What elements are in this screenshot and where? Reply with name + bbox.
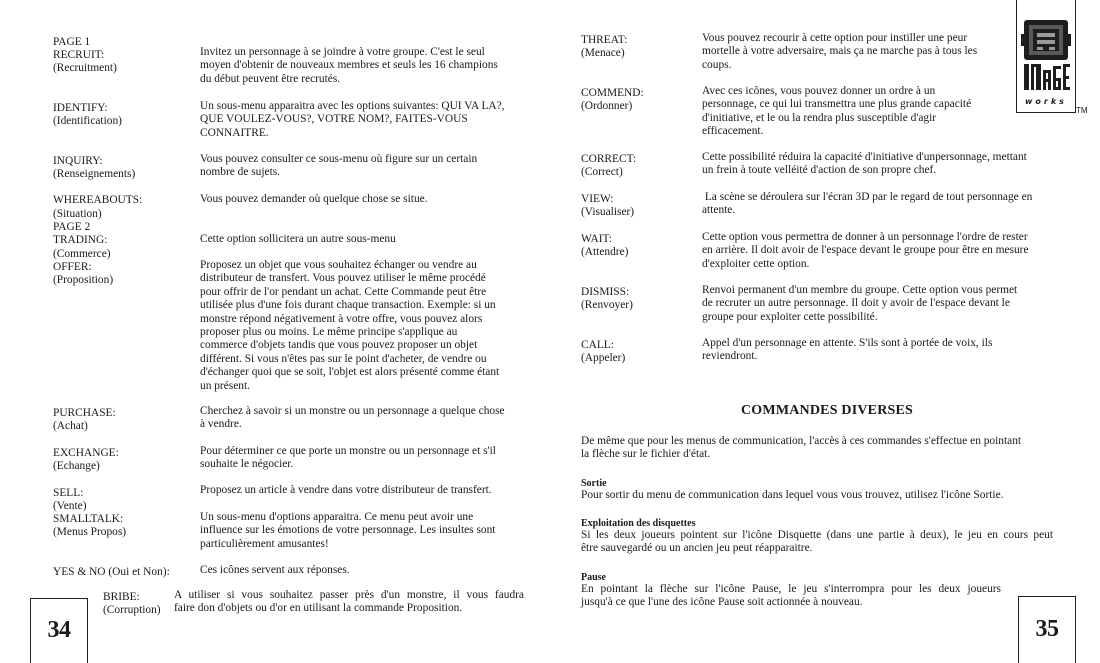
page-2-label: PAGE 2	[53, 221, 91, 233]
term-threat-fr: (Menace)	[581, 47, 625, 59]
desc-line: de recruter un autre personnage. Il doit y avoir de l'espace devant le	[702, 297, 1010, 310]
term-trading-fr: (Commerce)	[53, 248, 111, 260]
desc-line: Pour sortir du menu de communication dans lequel vous vous trouvez, utilisez l'icône Sortie.	[581, 489, 1004, 501]
page-number-left-text: 34	[47, 617, 71, 644]
desc-line: particulièrement amusantes!	[200, 537, 329, 550]
desc-line: jusqu'à ce que l'une des icône Pause soit actionnée à nouveau.	[581, 596, 863, 609]
term-recruit-fr: (Recruitment)	[53, 62, 117, 74]
desc-identify	[200, 100, 525, 140]
desc-line: Cherchez à savoir si un monstre ou un personnage a quelque chose	[200, 405, 505, 417]
desc-line: monstre répond négativement à votre offre, vous pouvez alors	[200, 312, 483, 325]
desc-line: QUE VOULEZ-VOUS?, VOTRE NOM?, FAITES-VOUS	[200, 113, 468, 126]
desc-dismiss	[702, 284, 1042, 324]
desc-line: attente.	[702, 204, 736, 217]
desc-line: Si les deux joueurs pointent sur l'icône Disquette (dans une partie à deux), le jeu en cours peut	[581, 529, 1053, 541]
desc-threat	[702, 32, 1002, 72]
desc-line: Appel d'un personnage en attente. S'ils sont à portée de voix, ils	[702, 337, 993, 349]
desc-line: efficacement.	[702, 125, 764, 138]
desc-offer	[200, 259, 525, 393]
term-wait-fr: (Attendre)	[581, 246, 629, 258]
desc-line: reviendront.	[702, 350, 758, 363]
trademark-mark: TM	[1076, 106, 1088, 115]
term-dismiss-fr: (Renvoyer)	[581, 299, 633, 311]
desc-line: à vendre.	[200, 418, 242, 431]
desc-line: commerce d'objets tandis que vous pouvez proposer un objet	[200, 339, 478, 352]
desc-line: Vous pouvez recourir à cette option pour instiller une peur	[702, 32, 968, 44]
desc-line: Vous pouvez consulter ce sous-menu où figure sur un certain	[200, 153, 478, 165]
desc-line: différent. Si vous n'êtes pas sur le point d'acheter, de vendre ou	[200, 352, 487, 365]
image-works-logo-icon	[1017, 0, 1075, 112]
desc-line: coups.	[702, 58, 732, 71]
desc-line: un frein à toute velléité d'action de son propre chef.	[702, 164, 937, 177]
term-purchase-fr: (Achat)	[53, 420, 88, 432]
intro-line: la flèche sur le fichier d'état.	[581, 448, 711, 461]
term-sell-fr: (Vente)	[53, 500, 87, 512]
desc-line: souhaite le négocier.	[200, 458, 294, 471]
term-bribe: BRIBE:	[103, 591, 140, 603]
page-1-label: PAGE 1	[53, 36, 91, 48]
desc-line: nombre de sujets.	[200, 166, 281, 179]
desc-line: du début peuvent être recrutés.	[200, 72, 341, 85]
section-intro	[581, 435, 1053, 462]
desc-smalltalk	[200, 511, 525, 551]
term-identify: IDENTIFY:	[53, 102, 108, 114]
term-correct: CORRECT:	[581, 153, 637, 165]
desc-line: d'exploiter cette option.	[702, 257, 810, 270]
desc-yes-no	[200, 564, 525, 577]
desc-line: Vous pouvez demander où quelque chose se situe.	[200, 193, 428, 205]
desc-line: CONNAITRE.	[200, 126, 269, 139]
desc-trading	[200, 233, 525, 246]
desc-line: d'initiative, et le ou la rendra plus susceptible d'agir	[702, 111, 937, 124]
term-identify-fr: (Identification)	[53, 115, 122, 127]
desc-line: mortelle à votre adversaire, mais ça ne marche pas à tous les	[702, 45, 978, 58]
desc-inquiry	[200, 153, 525, 180]
desc-line: influence sur les émotions de votre personnage. Les insultes sont	[200, 524, 496, 537]
term-threat: THREAT:	[581, 34, 628, 46]
desc-pause	[581, 583, 1001, 610]
desc-call	[702, 337, 1042, 364]
logo-works-text: works	[1025, 97, 1067, 106]
section-heading: COMMANDES DIVERSES	[741, 403, 914, 418]
term-whereabouts-fr: (Situation)	[53, 208, 102, 220]
term-call: CALL:	[581, 339, 614, 351]
desc-purchase	[200, 405, 525, 432]
desc-recruit	[200, 46, 525, 86]
desc-line: utilisée plus d'une fois durant chaque transaction. Exemple: si un	[200, 299, 496, 312]
desc-exchange	[200, 445, 525, 472]
page-number-right-text: 35	[1035, 616, 1059, 643]
desc-whereabouts	[200, 193, 525, 206]
term-exchange: EXCHANGE:	[53, 447, 119, 459]
desc-line: Proposez un article à vendre dans votre distributeur de transfert.	[200, 484, 492, 496]
desc-line: moyen d'obtenir de nouveaux membres et seuls les 16 champions	[200, 59, 498, 72]
desc-wait	[702, 231, 1052, 271]
desc-line: proposer plus ou moins. Le même principe s'applique au	[200, 326, 458, 339]
term-inquiry-fr: (Renseignements)	[53, 168, 136, 180]
desc-line: Cette option sollicitera un autre sous-menu	[200, 233, 396, 245]
term-inquiry: INQUIRY:	[53, 155, 103, 167]
page-number-left	[30, 598, 88, 663]
desc-line: La scène se déroulera sur l'écran 3D par le regard de tout personnage en	[702, 191, 1033, 203]
desc-sell	[200, 484, 525, 497]
desc-line: A utiliser si vous souhaitez passer près d'un monstre, il vous faudra	[174, 589, 524, 601]
desc-correct	[702, 151, 1042, 178]
desc-line: Renvoi permanent d'un membre du groupe. Cette option vous permet	[702, 284, 1018, 296]
term-yes-no: YES & NO (Oui et Non):	[53, 566, 170, 578]
term-trading: TRADING:	[53, 234, 108, 246]
desc-line: Un sous-menu d'options apparaitra. Ce menu peut avoir une	[200, 511, 474, 523]
subheading-pause: Pause	[581, 572, 606, 583]
desc-line: groupe pour exploiter cette possibilité.	[702, 310, 878, 323]
desc-line: Ces icônes servent aux réponses.	[200, 564, 350, 576]
desc-line: en arrière. Il doit avoir de l'espace devant le groupe pour être en mesure	[702, 244, 1029, 257]
desc-view	[702, 191, 1052, 218]
page-number-right	[1018, 596, 1076, 663]
term-view: VIEW:	[581, 193, 614, 205]
desc-line: En pointant la flèche sur l'icône Pause, le jeu s'interrompra pour les deux joueurs	[581, 583, 1001, 595]
desc-line: Cette possibilité réduira la capacité d'initiative d'unpersonnage, mettant	[702, 151, 1027, 163]
term-bribe-fr: (Corruption)	[103, 604, 161, 616]
term-smalltalk: SMALLTALK:	[53, 513, 124, 525]
desc-line: distributeur de transfert. Vous pouvez utiliser le même procédé	[200, 272, 486, 285]
term-offer: OFFER:	[53, 261, 92, 273]
term-commend: COMMEND:	[581, 87, 644, 99]
desc-line: d'échanger quoi que se soit, l'objet est alors présenté comme étant	[200, 366, 500, 379]
term-call-fr: (Appeler)	[581, 352, 626, 364]
desc-sortie	[581, 489, 1053, 502]
desc-line: Un sous-menu apparaitra avec les options suivantes: QUI VA LA?,	[200, 100, 505, 112]
desc-line: Avec ces icônes, vous pouvez donner un ordre à un	[702, 85, 936, 97]
desc-line: Pour déterminer ce que porte un monstre ou un personnage et s'il	[200, 445, 496, 457]
desc-line: être sauvegardé ou un ancien jeu peut réapparaitre.	[581, 542, 813, 555]
desc-line: un présent.	[200, 379, 250, 392]
subheading-disquettes: Exploitation des disquettes	[581, 518, 696, 529]
desc-disquettes	[581, 529, 1053, 556]
desc-line: Invitez un personnage à se joindre à votre groupe. C'est le seul	[200, 46, 485, 58]
desc-line: personnage, ce qui lui transmettra une plus grande capacité	[702, 98, 972, 111]
image-works-logo	[1016, 0, 1076, 113]
term-wait: WAIT:	[581, 233, 613, 245]
intro-line: De même que pour les menus de communication, l'accès à ces commandes s'effectue en pointant	[581, 435, 1022, 447]
desc-line: Cette option vous permettra de donner à un personnage l'ordre de rester	[702, 231, 1028, 243]
term-whereabouts: WHEREABOUTS:	[53, 194, 143, 206]
term-dismiss: DISMISS:	[581, 286, 630, 298]
term-offer-fr: (Proposition)	[53, 274, 114, 286]
term-exchange-fr: (Echange)	[53, 460, 100, 472]
term-commend-fr: (Ordonner)	[581, 100, 633, 112]
term-view-fr: (Visualiser)	[581, 206, 635, 218]
subheading-sortie: Sortie	[581, 478, 607, 489]
term-purchase: PURCHASE:	[53, 407, 116, 419]
desc-commend	[702, 85, 1002, 139]
desc-line: Proposez un objet que vous souhaitez échanger ou vendre au	[200, 259, 477, 271]
desc-line: faire don d'objets ou d'or en utilisant la commande Proposition.	[174, 602, 463, 615]
term-correct-fr: (Correct)	[581, 166, 623, 178]
desc-bribe	[174, 589, 524, 616]
desc-line: pour offrir de l'or pendant un achat. Cette Commande peut être	[200, 285, 487, 298]
term-recruit: RECRUIT:	[53, 49, 105, 61]
term-smalltalk-fr: (Menus Propos)	[53, 526, 127, 538]
term-sell: SELL:	[53, 487, 84, 499]
